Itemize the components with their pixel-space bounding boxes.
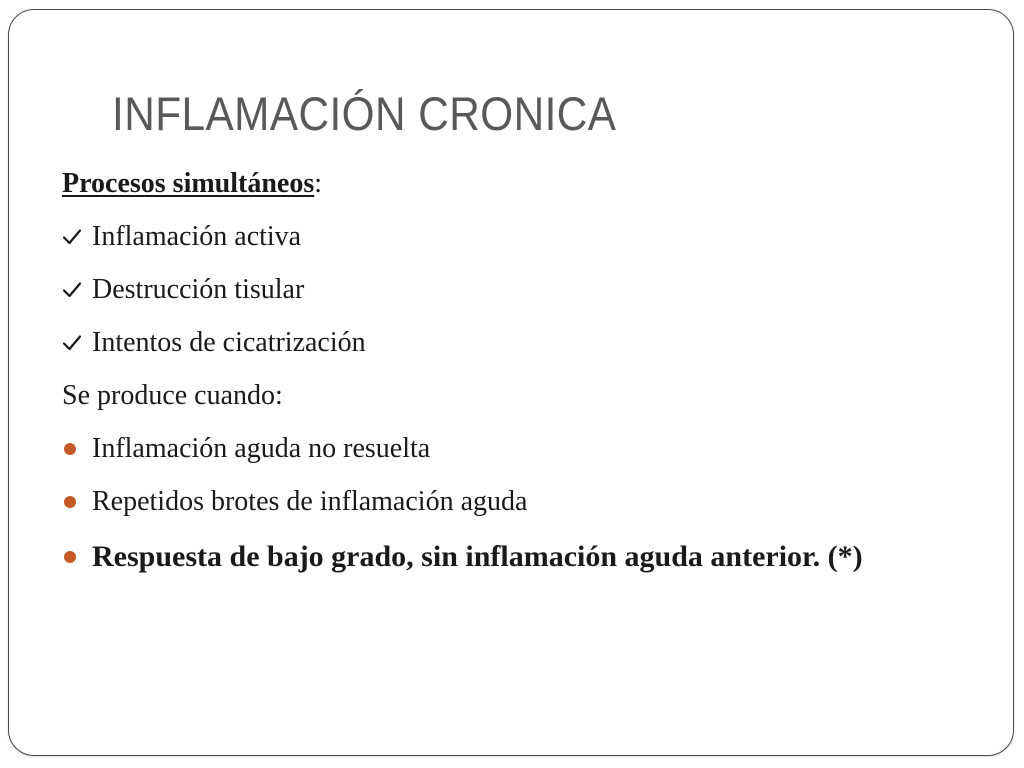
check-list-item [62, 325, 882, 361]
bullet-list-item [62, 484, 882, 520]
check-icon [62, 219, 92, 255]
check-icon [62, 325, 92, 361]
bullet-dot-icon [62, 431, 92, 467]
bullet-item-label: Respuesta de bajo grado, sin inflamación aguda anterior. (*) [92, 540, 863, 573]
bullet-dot-icon [62, 484, 92, 520]
bullet-item-label: Repetidos brotes de inflamación aguda [92, 486, 528, 517]
check-list-item [62, 219, 882, 255]
slide-title: INFLAMACIÓN CRONICA [112, 87, 617, 140]
check-item-label: Intentos de cicatrización [92, 327, 366, 358]
section-heading-line [62, 166, 882, 202]
bullet-list-item [62, 431, 882, 467]
bullet-list-item-emphasized [62, 537, 882, 577]
slide-body [62, 166, 882, 594]
bullet-item-label: Inflamación aguda no resuelta [92, 433, 431, 464]
check-item-label: Inflamación activa [92, 221, 302, 252]
check-icon [62, 272, 92, 308]
check-item-label: Destrucción tisular [92, 274, 305, 305]
section-heading: Procesos simultáneos [62, 168, 315, 199]
bullet-dot-icon [62, 537, 92, 577]
check-list-item [62, 272, 882, 308]
cause-intro: Se produce cuando: [62, 380, 283, 411]
section-heading-colon: : [314, 168, 323, 199]
